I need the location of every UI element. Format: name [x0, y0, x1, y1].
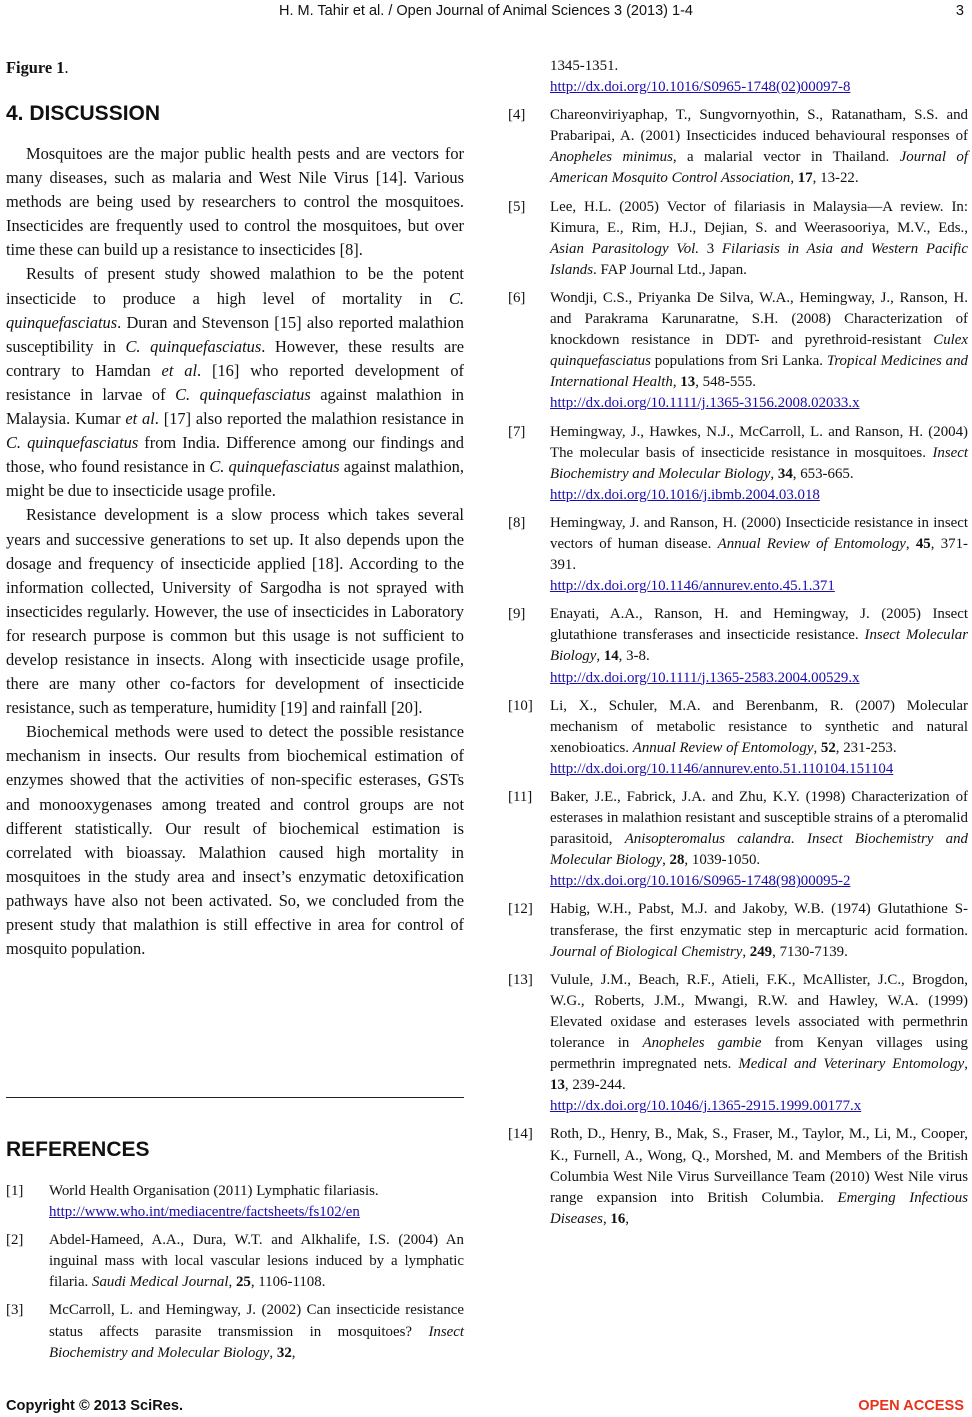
doi-link[interactable]: http://dx.doi.org/10.1111/j.1365-2583.2004.00529.x	[550, 669, 860, 686]
doi-link[interactable]: http://dx.doi.org/10.1046/j.1365-2915.1999.00177.x	[550, 1098, 862, 1115]
open-access-label: OPEN ACCESS	[858, 1398, 964, 1414]
reference-item: [4] Chareonviriyaphap, T., Sungvornyothin, S., Ratanatham, S.S. and Prabaripai, A. (2001) Insecticides induced behavioural responses of Anopheles minimus, a malarial vector in Thailand. Journal of American Mosquito Control Association, 17, 13-22.	[508, 107, 968, 187]
reference-item: [5] Lee, H.L. (2005) Vector of filariasis in Malaysia—A review. In: Kimura, E., Rim, H.J., Dejian, S. and Weerasooriya, M.V., Eds., Asian Parasitology Vol. 3 Filariasis in Asia and Western Pacific Islands. FAP Journal Ltd., Japan.	[508, 198, 969, 278]
reference-item-continued: 1345-1351. http://dx.doi.org/10.1016/S0965-1748(02)00097-8	[550, 58, 851, 96]
doi-link[interactable]: http://dx.doi.org/10.1146/annurev.ento.45.1.371	[550, 578, 835, 595]
doi-link[interactable]: http://dx.doi.org/10.1146/annurev.ento.51.110104.151104	[550, 760, 894, 777]
references-heading: REFERENCES	[6, 1138, 150, 1161]
reference-item: [10] Li, X., Schuler, M.A. and Berenbanm, R. (2007) Molecular mechanism of metabolic resistance to synthetic and natural xenobioatics. Annual Review of Entomology, 52, 231-253. http://dx.doi.org/10.1146/annurev.ento.51.110104.151104	[508, 697, 968, 777]
discussion-paragraph-2: Results of present study showed malathion to be the potent insecticide to produce a high level of mortality in C. quinquefasciatus. Duran and Stevenson [15] also reported malathion susceptibility in C. quinquefasciatus. However, these results are contrary to Hamdan et al. [16] who reported development of resistance in larvae of C. quinquefasciatus against malathion in Malaysia. Kumar et al. [17] also reported the malathion resistance in C. quinquefasciatus from India. Difference among our findings and those, who found resistance in C. quinquefasciatus against malathion, might be due to insecticide usage profile.	[6, 264, 465, 501]
doi-link[interactable]: http://dx.doi.org/10.1111/j.1365-3156.2008.02033.x	[550, 395, 860, 412]
section-divider	[6, 1097, 464, 1098]
running-title: H. M. Tahir et al. / Open Journal of Animal Sciences 3 (2013) 1-4	[279, 3, 693, 19]
references-list-left	[6, 1181, 464, 1364]
discussion-paragraph-4: Biochemical methods were used to detect the possible resistance mechanism in insects. Our results from biochemical estimation of enzymes showed that the activities of non-specific esterases, GSTs and monooxygenases among treated and control groups are not different statistically. Our result of biochemical estimation is correlated with bioassay. Malathion caused high mortality in mosquitoes in the study area and insect’s enzymatic detoxification pathways have also not been activated. So, we concluded from the present study that malathion is still effective in area for control of mosquito population.	[6, 722, 464, 959]
reference-item: [7] Hemingway, J., Hawkes, N.J., McCarroll, L. and Ranson, H. (2004) The molecular basis of insecticide resistance in mosquitoes. Insect Biochemistry and Molecular Biology, 34, 653-665. http://dx.doi.org/10.1016/j.ibmb.2004.03.018	[508, 423, 968, 503]
discussion-heading: 4. DISCUSSION	[6, 102, 161, 125]
discussion-paragraph-1: Mosquitoes are the major public health pests and are vectors for many diseases, such as malaria and West Nile Virus [14]. Various methods are being used by researchers to control the mosquitoes. Insecticides are frequently used to control the mosquitoes, but over time these can build up a resistance to insecticides [8].	[6, 144, 464, 260]
reference-item: [11] Baker, J.E., Fabrick, J.A. and Zhu, K.Y. (1998) Characterization of esterases in malathion resistant and susceptible strains of a pteromalid parasitoid, Anisopteromalus calandra. Insect Biochemistry and Molecular Biology, 28, 1039-1050. http://dx.doi.org/10.1016/S0965-1748(98)00095-2	[508, 789, 968, 890]
reference-item: [13] Vulule, J.M., Beach, R.F., Atieli, F.K., McAllister, J.C., Brogdon, W.G., Roberts, J.M., Mwangi, R.W. and Hawley, W.A. (1999) Elevated oxidase and esterases levels associated with permethrin tolerance in Anopheles gambie from Kenyan villages using permethrin impregnated nets. Medical and Veterinary Entomology, 13, 239-244. http://dx.doi.org/10.1046/j.1365-2915.1999.00177.x	[508, 971, 968, 1115]
doi-link[interactable]: http://dx.doi.org/10.1016/S0965-1748(98)00095-2	[550, 873, 851, 890]
doi-link[interactable]: http://www.who.int/mediacentre/factsheets/fs102/en	[49, 1204, 360, 1221]
reference-item: [6] Wondji, C.S., Priyanka De Silva, W.A., Hemingway, J., Ranson, H. and Parakrama Karunaratne, S.H. (2008) Characterization of knockdown resistance in DDT- and pyrethroid-resistant Culex quinquefasciatus populations from Sri Lanka. Tropical Medicines and International Health, 13, 548-555. http://dx.doi.org/10.1111/j.1365-3156.2008.02033.x	[508, 289, 968, 412]
doi-link[interactable]: http://dx.doi.org/10.1016/S0965-1748(02)00097-8	[550, 79, 851, 96]
page-number: 3	[955, 3, 964, 19]
reference-item: [9] Enayati, A.A., Ranson, H. and Hemingway, J. (2005) Insect glutathione transferases and insecticide resistance. Insect Molecular Biology, 14, 3-8. http://dx.doi.org/10.1111/j.1365-2583.2004.00529.x	[508, 606, 969, 686]
reference-item: [3] McCarroll, L. and Hemingway, J. (2002) Can insecticide resistance status affects parasite transmission in mosquitoes? Insect Biochemistry and Molecular Biology, 32,	[6, 1302, 464, 1361]
discussion-paragraph-3: Resistance development is a slow process which takes several years and successive generations to set up. It also depends upon the dosage and frequency of insecticide applied [18]. According to the information collected, University of Sargodha is not sprayed with insecticides regularly. However, the use of insecticides in Laboratory for research purpose is common but this usage is not sufficient to develop resistance in insects. Along with insecticide usage profile, there are many other co-factors for development of insecticide resistance, such as temperature, humidity [19] and rainfall [20].	[6, 505, 464, 718]
reference-item: [1] World Health Organisation (2011) Lymphatic filariasis. http://www.who.int/mediacentre/factsheets/fs102/en	[6, 1183, 379, 1221]
reference-item: [8] Hemingway, J. and Ranson, H. (2000) Insecticide resistance in insect vectors of human disease. Annual Review of Entomology, 45, 371-391. http://dx.doi.org/10.1146/annurev.ento.45.1.371	[508, 514, 968, 595]
references-list-right	[508, 56, 968, 1230]
copyright-notice: Copyright © 2013 SciRes.	[6, 1398, 184, 1414]
reference-item: [14] Roth, D., Henry, B., Mak, S., Fraser, M., Taylor, M., Li, M., Cooper, K., Furnell, A., Wong, Q., Morshed, M. and Members of the British Columbia West Nile Virus Surveillance Team (2010) West Nile virus range expansion into British Columbia. Emerging Infectious Diseases, 16,	[508, 1126, 968, 1227]
figure-label: Figure 1	[6, 58, 65, 77]
reference-item: [2] Abdel-Hameed, A.A., Dura, W.T. and Alkhalife, I.S. (2004) An inguinal mass with local vascular lesions induced by a lymphatic filaria. Saudi Medical Journal, 25, 1106-1108.	[6, 1232, 464, 1291]
doi-link[interactable]: http://dx.doi.org/10.1016/j.ibmb.2004.03.018	[550, 486, 820, 503]
discussion-body	[6, 142, 464, 961]
reference-item: [12] Habig, W.H., Pabst, M.J. and Jakoby, W.B. (1974) Glutathione S-transferase, the first enzymatic step in mercapturic acid formation. Journal of Biological Chemistry, 249, 7130-7139.	[508, 901, 968, 960]
figure-reference: Figure 1.	[6, 58, 69, 77]
running-header	[0, 0, 972, 28]
